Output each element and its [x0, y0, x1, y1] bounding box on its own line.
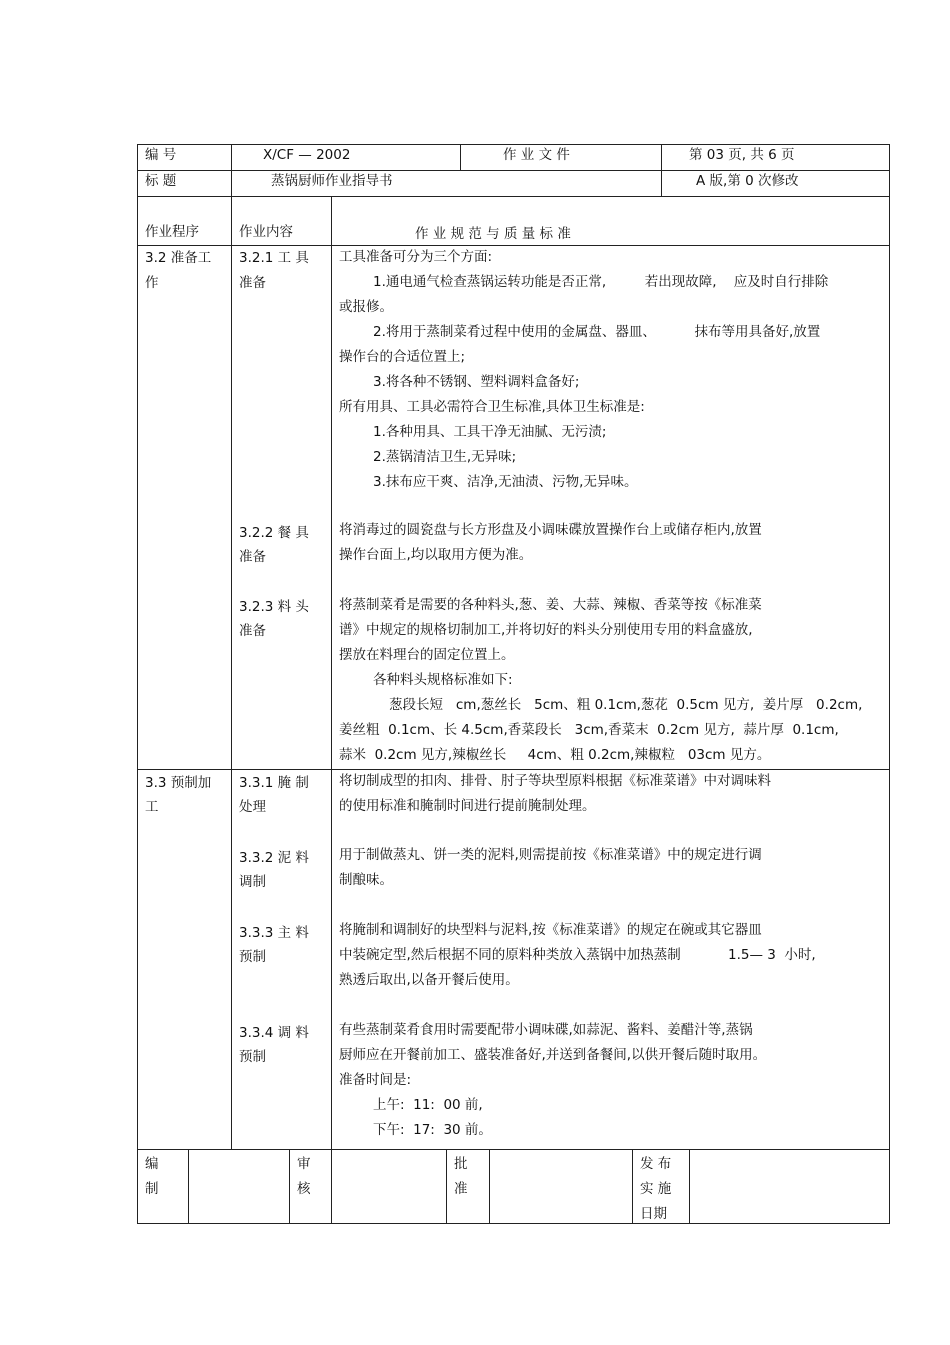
standard-text-321	[339, 245, 828, 495]
grid-line	[689, 1149, 690, 1223]
title-label: 标 题	[145, 173, 177, 189]
content-item-label: 准备	[239, 623, 266, 639]
content-item-label: 3.3.3 主 料	[239, 925, 309, 941]
content-item-label: 3.2.2 餐 具	[239, 525, 309, 541]
column-header-content: 作业内容	[239, 224, 293, 240]
standard-line: 所有用具、工具必需符合卫生标准,具体卫生标准是:	[339, 399, 645, 415]
compile-label: 制	[145, 1181, 159, 1197]
procedure-name: 作	[145, 275, 159, 291]
page-info: 第 03 页, 共 6 页	[689, 147, 795, 163]
standard-line: 熟透后取出,以备开餐后使用。	[339, 972, 519, 988]
grid-line	[137, 196, 890, 197]
grid-line	[137, 144, 138, 1224]
release-date-label: 日期	[640, 1206, 667, 1222]
standard-line: 蒜米 0.2cm 见方,辣椒丝长 4cm、粗 0.2cm,辣椒粒 03cm 见方。	[339, 747, 771, 763]
content-item-label: 准备	[239, 275, 266, 291]
doc-number-value: X/CF — 2002	[263, 147, 351, 163]
standard-line: 谱》中规定的规格切制加工,并将切好的料头分别使用专用的料盒盛放,	[339, 622, 753, 638]
approve-label: 批	[454, 1156, 468, 1172]
standard-line: 有些蒸制菜肴食用时需要配带小调味碟,如蒜泥、酱料、姜醋汁等,蒸锅	[339, 1022, 753, 1038]
standard-line: 操作台的合适位置上;	[339, 349, 466, 365]
grid-line	[331, 1149, 332, 1223]
compile-label: 编	[145, 1156, 159, 1172]
standard-text-334	[339, 1018, 766, 1143]
grid-line	[137, 1223, 890, 1224]
grid-line	[889, 144, 890, 1224]
standard-line: 3.将各种不锈钢、塑料调料盒备好;	[373, 374, 580, 390]
standard-line: 准备时间是:	[339, 1072, 412, 1088]
grid-line	[137, 170, 890, 171]
standard-text-332	[339, 843, 762, 893]
standard-line: 将腌制和调制好的块型料与泥料,按《标准菜谱》的规定在碗或其它器皿	[339, 922, 762, 938]
doc-number-label: 编 号	[145, 147, 177, 163]
standard-line: 2.将用于蒸制菜肴过程中使用的金属盘、器皿、 抹布等用具备好,放置	[373, 324, 821, 340]
standard-line: 操作台面上,均以取用方便为准。	[339, 547, 533, 563]
content-item-label: 准备	[239, 549, 266, 565]
procedure-name: 3.3 预制加	[145, 775, 212, 791]
standard-line: 将消毒过的圆瓷盘与长方形盘及小调味碟放置操作台上或储存柜内,放置	[339, 522, 762, 538]
review-label: 审	[297, 1156, 311, 1172]
standard-line: 2.蒸锅清洁卫生,无异味;	[373, 449, 517, 465]
standard-line: 厨师应在开餐前加工、盛装准备好,并送到备餐间,以供开餐后随时取用。	[339, 1047, 767, 1063]
standard-line: 1.通电通气检查蒸锅运转功能是否正常, 若出现故障, 应及时自行排除	[373, 274, 829, 290]
approve-label: 准	[454, 1181, 468, 1197]
grid-line	[661, 144, 662, 196]
standard-line: 下午: 17: 30 前。	[373, 1122, 492, 1138]
content-item-label: 3.2.1 工 具	[239, 250, 309, 266]
content-item-label: 调制	[239, 874, 266, 890]
standard-line: 将蒸制菜肴是需要的各种料头,葱、姜、大蒜、辣椒、香菜等按《标准菜	[339, 597, 762, 613]
grid-line	[231, 144, 232, 196]
grid-line	[446, 1149, 447, 1223]
standard-line: 用于制做蒸丸、饼一类的泥料,则需提前按《标准菜谱》中的规定进行调	[339, 847, 762, 863]
standard-text-333	[339, 918, 816, 993]
procedure-name: 3.2 准备工	[145, 250, 212, 266]
grid-line	[289, 1149, 290, 1223]
content-item-label: 3.3.1 腌 制	[239, 775, 309, 791]
column-header-procedure: 作业程序	[145, 224, 199, 240]
procedure-name: 工	[145, 799, 159, 815]
standard-line: 3.抹布应干爽、洁净,无油渍、污物,无异味。	[373, 474, 638, 490]
standard-line: 制酿味。	[339, 872, 393, 888]
grid-line	[137, 144, 890, 145]
standard-line: 摆放在料理台的固定位置上。	[339, 647, 515, 663]
grid-line	[632, 1149, 633, 1223]
release-date-label: 发 布	[640, 1156, 672, 1172]
grid-line	[331, 196, 332, 1149]
standard-line: 或报修。	[339, 299, 393, 315]
standard-line: 姜丝粗 0.1cm、长 4.5cm,香菜段长 3cm,香菜末 0.2cm 见方, 蒜片厚 0.1cm,	[339, 722, 839, 738]
grid-line	[188, 1149, 189, 1223]
content-item-label: 3.3.2 泥 料	[239, 850, 309, 866]
content-item-label: 3.3.4 调 料	[239, 1025, 309, 1041]
content-item-label: 处理	[239, 799, 266, 815]
grid-line	[489, 1149, 490, 1223]
version-info: A 版,第 0 次修改	[696, 173, 799, 189]
grid-line	[460, 144, 461, 170]
review-label: 核	[297, 1181, 311, 1197]
standard-line: 中装碗定型,然后根据不同的原料种类放入蒸锅中加热蒸制 1.5— 3 小时,	[339, 947, 816, 963]
grid-line	[137, 1149, 890, 1150]
standard-text-331	[339, 769, 771, 819]
standard-line: 将切制成型的扣肉、排骨、肘子等块型原料根据《标准菜谱》中对调味料	[339, 773, 771, 789]
standard-text-322	[339, 518, 762, 568]
standard-line: 的使用标准和腌制时间进行提前腌制处理。	[339, 798, 596, 814]
content-item-label: 预制	[239, 949, 266, 965]
content-item-label: 预制	[239, 1049, 266, 1065]
standard-line: 上午: 11: 00 前,	[373, 1097, 483, 1113]
grid-line	[231, 196, 232, 1149]
standard-line: 葱段长短 cm,葱丝长 5cm、粗 0.1cm,葱花 0.5cm 见方, 姜片厚 0.2cm,	[389, 697, 863, 713]
doc-type: 作 业 文 件	[503, 147, 570, 163]
column-header-standard: 作 业 规 范 与 质 量 标 准	[415, 226, 571, 242]
standard-line: 各种料头规格标准如下:	[373, 672, 513, 688]
release-date-label: 实 施	[640, 1181, 672, 1197]
content-item-label: 3.2.3 料 头	[239, 599, 309, 615]
doc-title: 蒸锅厨师作业指导书	[271, 173, 393, 189]
standard-line: 工具准备可分为三个方面:	[339, 249, 493, 265]
standard-line: 1.各种用具、工具干净无油腻、无污渍;	[373, 424, 607, 440]
standard-text-323	[339, 593, 862, 768]
